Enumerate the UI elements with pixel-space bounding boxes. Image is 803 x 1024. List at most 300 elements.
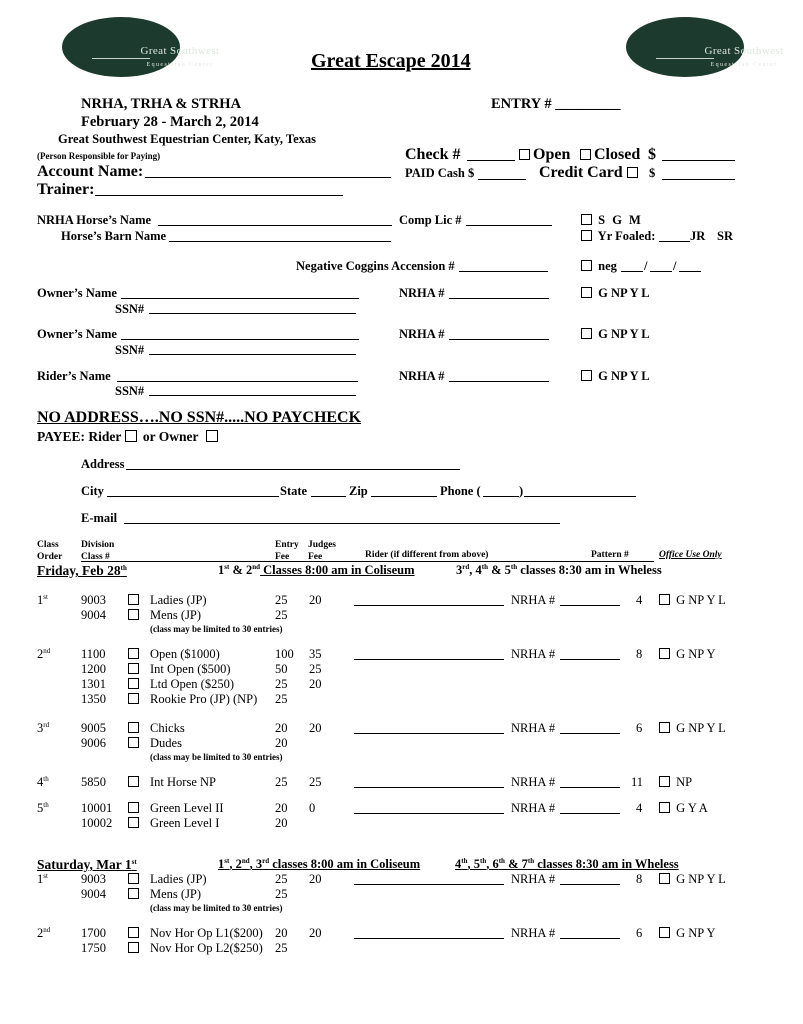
class-name: Int Horse NP (150, 775, 216, 789)
office-codes[interactable] (659, 722, 726, 735)
payee-label: PAYEE: Rider (37, 429, 122, 444)
class-order-number: 5 (37, 801, 44, 815)
nrha-field[interactable] (560, 813, 620, 814)
class-entry-option[interactable] (128, 817, 142, 830)
office-checkbox[interactable] (659, 927, 670, 938)
account-name-field[interactable] (145, 177, 391, 178)
judges-fee: 35 (309, 647, 322, 661)
class-entry-option[interactable] (128, 942, 142, 955)
owner-codes[interactable] (581, 287, 650, 300)
class-entry-option[interactable] (128, 802, 142, 815)
logo-subtext: Equestrian Center (146, 62, 214, 68)
office-code-text: G NP Y L (676, 721, 726, 735)
codes-label: G NP Y L (598, 369, 650, 383)
ss2-c-sup: th (498, 857, 505, 865)
entry-fee: 25 (275, 593, 288, 607)
class-checkbox[interactable] (128, 927, 139, 938)
office-codes[interactable] (659, 927, 715, 940)
col-entry-fee (275, 539, 299, 563)
paid-cash-label: PAID Cash $ (405, 166, 475, 180)
open-checkbox[interactable] (519, 149, 530, 160)
class-limit-note: (class may be limited to 30 entries) (150, 903, 283, 913)
class-number: 5850 (81, 775, 106, 789)
saturday-session-1 (218, 858, 420, 871)
email-field[interactable] (124, 523, 560, 524)
rider-checkbox[interactable] (581, 370, 592, 381)
judges-fee: 0 (309, 801, 316, 815)
col-rider: Rider (if different from above) (365, 550, 489, 560)
class-checkbox[interactable] (128, 594, 139, 605)
owner-codes[interactable] (581, 328, 650, 341)
nrha-field[interactable] (560, 938, 620, 939)
ss1-a-sup: st (224, 857, 230, 865)
ss1-rest: classes 8:00 am in Coliseum (269, 857, 421, 871)
rider-field[interactable] (354, 605, 504, 606)
class-checkbox[interactable] (128, 817, 139, 828)
col-entry-2: Fee (275, 552, 290, 562)
class-entry-option[interactable] (128, 693, 142, 706)
class-entry-option[interactable] (128, 678, 142, 691)
zip-field[interactable] (371, 496, 437, 497)
phone-number-field[interactable] (524, 496, 636, 497)
paycheck-warning: NO ADDRESS….NO SSN#.....NO PAYCHECK (37, 409, 362, 426)
entry-fee: 25 (275, 941, 288, 955)
payee-rider-checkbox[interactable] (125, 430, 137, 442)
entry-fee: 20 (275, 721, 288, 735)
fs1-b-sup: nd (252, 563, 261, 571)
class-order (37, 802, 49, 815)
horse-name-field[interactable] (158, 225, 392, 226)
rider-field[interactable] (354, 813, 504, 814)
nrha-label: NRHA # (399, 327, 445, 341)
fs2-a: 3 (456, 563, 463, 577)
nrha-field[interactable] (449, 339, 549, 340)
yr-foaled-label: Yr Foaled: (597, 229, 656, 243)
entry-fee: 100 (275, 647, 294, 661)
office-checkbox[interactable] (659, 873, 670, 884)
class-checkbox[interactable] (128, 609, 139, 620)
class-name: Ladies (JP) (150, 872, 207, 886)
judges-fee: 25 (309, 775, 322, 789)
neg-option[interactable] (581, 260, 617, 273)
office-codes[interactable] (659, 802, 708, 815)
class-checkbox[interactable] (128, 873, 139, 884)
zip-label: Zip (349, 484, 368, 498)
entry-fee: 25 (275, 887, 288, 901)
fs1-mid: & 2 (229, 563, 253, 577)
owner-name-field[interactable] (121, 298, 359, 299)
ss2-b-sup: th (479, 857, 487, 865)
logo-divider (92, 58, 150, 59)
logo-subtext: Equestrian Center (710, 62, 778, 68)
judges-fee: 20 (309, 593, 322, 607)
logo-divider (656, 58, 714, 59)
jr-label: JR (690, 229, 706, 243)
class-number: 10001 (81, 801, 113, 815)
logo-left (62, 17, 220, 77)
header-rule (81, 561, 654, 562)
fs2-b: , 4 (469, 563, 482, 577)
entry-number[interactable]: ENTRY # _________ (491, 96, 621, 112)
saturday-day (37, 858, 137, 872)
pattern-number: 4 (636, 801, 643, 815)
open-label: Open (533, 146, 571, 163)
class-number: 1100 (81, 647, 106, 661)
class-checkbox[interactable] (128, 722, 139, 733)
ssn-field[interactable] (149, 354, 356, 355)
office-code-text: G Y A (676, 801, 708, 815)
ss1-b-sup: nd (241, 857, 250, 865)
class-entry-option[interactable] (128, 776, 142, 789)
col-order: Order (37, 552, 63, 562)
ss2-a-sup: th (461, 857, 468, 865)
judges-fee: 20 (309, 721, 322, 735)
ss1-c-sup: rd (262, 857, 270, 865)
logo-text: Great Southwest (704, 45, 784, 57)
judges-fee: 20 (309, 872, 322, 886)
neg-month-field[interactable] (621, 271, 643, 272)
credit-card-checkbox[interactable] (627, 167, 638, 178)
nrha-label: NRHA # (511, 926, 556, 940)
office-code-text: G NP Y (676, 647, 716, 661)
judges-fee: 20 (309, 926, 322, 940)
friday-day-sup: th (120, 564, 127, 572)
saturday-day-text: Saturday, Mar 1 (37, 857, 132, 872)
coggins-label: Negative Coggins Accension # (296, 259, 455, 273)
ss2-a: 4 (455, 857, 462, 871)
form-title: Great Escape 2014 (311, 50, 471, 72)
friday-session-1 (218, 564, 415, 577)
venue: Great Southwest Equestrian Center, Katy, Texas (58, 132, 317, 146)
pattern-number: 11 (631, 775, 644, 789)
col-class-order (37, 539, 62, 563)
class-name: Green Level I (150, 816, 220, 830)
coggins-field[interactable] (459, 271, 548, 272)
col-entry-1: Entry (275, 540, 299, 550)
fs2-c: & 5 (487, 563, 511, 577)
entry-fee: 25 (275, 872, 288, 886)
nrha-label: NRHA # (511, 593, 556, 607)
class-checkbox[interactable] (128, 802, 139, 813)
class-name: Nov Hor Op L2($250) (150, 941, 263, 955)
class-name: Dudes (150, 736, 182, 750)
neg-separator: / (644, 259, 648, 273)
ss2-b: , 5 (467, 857, 480, 871)
office-code-text: NP (676, 775, 693, 789)
event-dates: February 28 - March 2, 2014 (81, 114, 259, 130)
class-order-sup: th (43, 775, 49, 783)
entry-fee: 20 (275, 926, 288, 940)
barn-name-label: Horse’s Barn Name (61, 229, 167, 243)
ssn-field[interactable] (149, 313, 356, 314)
friday-session-2 (456, 564, 662, 577)
credit-card-label: Credit Card (539, 164, 623, 181)
nrha-label: NRHA # (511, 872, 556, 886)
dollar-sign: $ (648, 146, 656, 163)
fs2-a-sup: rd (462, 563, 470, 571)
class-order-sup: th (43, 801, 49, 809)
sr-label: SR (717, 229, 733, 243)
class-limit-note: (class may be limited to 30 entries) (150, 624, 283, 634)
ss1-c: , 3 (249, 857, 263, 871)
office-checkbox[interactable] (659, 594, 670, 605)
class-checkbox[interactable] (128, 693, 139, 704)
rider-field[interactable] (354, 884, 504, 885)
ss2-d: & 7 (504, 857, 528, 871)
codes-label: G NP Y L (598, 286, 650, 300)
ssn-label: SSN# (115, 384, 145, 398)
address-label: Address (81, 457, 125, 471)
office-checkbox[interactable] (659, 648, 670, 659)
nrha-field[interactable] (560, 884, 620, 885)
yr-foaled-checkbox[interactable] (581, 230, 592, 241)
barn-name-field[interactable] (169, 241, 391, 242)
class-number: 1350 (81, 692, 106, 706)
class-name: Rookie Pro (JP) (NP) (150, 692, 258, 706)
trainer-field[interactable] (95, 195, 343, 196)
class-name: Nov Hor Op L1($200) (150, 926, 263, 940)
payee-row (37, 430, 221, 444)
friday-day-text: Friday, Feb 28 (37, 563, 121, 578)
class-name: Mens (JP) (150, 608, 202, 622)
fs1-a-sup: st (224, 563, 230, 571)
office-checkbox[interactable] (659, 722, 670, 733)
col-division-1: Division (81, 540, 115, 550)
codes-label: G NP Y L (598, 327, 650, 341)
fs2-c-sup: th (510, 563, 518, 571)
ssn-label: SSN# (115, 343, 145, 357)
col-pattern: Pattern # (591, 550, 629, 560)
office-codes[interactable] (659, 594, 726, 607)
office-checkbox[interactable] (659, 802, 670, 813)
fs1-rest: Classes 8:00 am in Coliseum (260, 563, 415, 577)
class-name: Green Level II (150, 801, 224, 815)
phone-area-field[interactable] (483, 496, 519, 497)
judges-fee: 20 (309, 677, 322, 691)
nrha-label: NRHA # (399, 286, 445, 300)
entry-fee: 25 (275, 775, 288, 789)
class-order-sup: nd (43, 647, 51, 655)
class-order-sup: st (43, 593, 48, 601)
nrha-field[interactable] (449, 381, 549, 382)
class-number: 9003 (81, 593, 106, 607)
col-division (81, 539, 114, 563)
neg-separator: / (673, 259, 677, 273)
class-number: 10002 (81, 816, 113, 830)
class-entry-option[interactable] (128, 737, 142, 750)
friday-day (37, 564, 127, 578)
entry-fee: 50 (275, 662, 288, 676)
rider-field[interactable] (354, 733, 504, 734)
class-order (37, 776, 49, 789)
closed-checkbox[interactable] (580, 149, 591, 160)
class-order-number: 1 (37, 593, 44, 607)
class-number: 9004 (81, 887, 106, 901)
class-name: Int Open ($500) (150, 662, 231, 676)
class-name: Open ($1000) (150, 647, 220, 661)
entry-fee: 20 (275, 736, 288, 750)
horse-name-label: NRHA Horse’s Name (37, 213, 152, 227)
class-entry-option[interactable] (128, 722, 142, 735)
sgm-checkbox[interactable] (581, 214, 592, 225)
fs1-a: 1 (218, 563, 225, 577)
class-number: 1750 (81, 941, 106, 955)
ssn-field[interactable] (149, 395, 356, 396)
pattern-number: 6 (636, 926, 643, 940)
phone-close: ) (519, 484, 524, 498)
ssn-label: SSN# (115, 302, 145, 316)
col-judges-fee (308, 539, 336, 563)
class-number: 9003 (81, 872, 106, 886)
class-order (37, 722, 49, 735)
sgm-option[interactable] (581, 214, 643, 227)
rider-name-field[interactable] (117, 381, 358, 382)
ss2-c: , 6 (486, 857, 499, 871)
state-field[interactable] (311, 496, 346, 497)
nrha-field[interactable] (560, 605, 620, 606)
ss2-rest: classes 8:30 am in Wheless (534, 857, 679, 871)
class-name: Ladies (JP) (150, 593, 207, 607)
entry-fee: 20 (275, 801, 288, 815)
class-number: 9004 (81, 608, 106, 622)
judges-fee: 25 (309, 662, 322, 676)
class-entry-option[interactable] (128, 927, 142, 940)
class-checkbox[interactable] (128, 776, 139, 787)
amount-field[interactable] (662, 160, 735, 161)
class-checkbox[interactable] (128, 663, 139, 674)
nrha-field[interactable] (560, 733, 620, 734)
class-entry-option[interactable] (128, 648, 142, 661)
col-judges-1: Judges (308, 540, 336, 550)
neg-day-field[interactable] (650, 271, 672, 272)
nrha-field[interactable] (449, 298, 549, 299)
class-order-sup: st (43, 872, 48, 880)
city-label: City (81, 484, 104, 498)
class-limit-note: (class may be limited to 30 entries) (150, 752, 283, 762)
owner-checkbox[interactable] (581, 328, 592, 339)
owner-name-field[interactable] (121, 339, 359, 340)
office-codes[interactable] (659, 776, 692, 789)
class-checkbox[interactable] (128, 737, 139, 748)
association: NRHA, TRHA & STRHA (81, 96, 242, 112)
class-order-number: 3 (37, 721, 44, 735)
office-codes[interactable] (659, 873, 726, 886)
email-label: E-mail (81, 511, 118, 525)
neg-year-field[interactable] (679, 271, 701, 272)
office-code-text: G NP Y (676, 926, 716, 940)
neg-checkbox[interactable] (581, 260, 592, 271)
col-office: Office Use Only (659, 550, 722, 560)
class-entry-option[interactable] (128, 609, 142, 622)
credit-card-option[interactable] (627, 165, 641, 181)
address-field[interactable] (126, 469, 460, 470)
class-order-number: 1 (37, 872, 44, 886)
trainer-label: Trainer: (37, 181, 95, 198)
class-name: Mens (JP) (150, 887, 202, 901)
yr-foaled-option[interactable] (581, 230, 655, 243)
logo-text: Great Southwest (140, 45, 220, 57)
pattern-number: 8 (636, 647, 643, 661)
rider-field[interactable] (354, 787, 504, 788)
person-note: (Person Responsible for Paying) (37, 151, 161, 161)
class-entry-option[interactable] (128, 594, 142, 607)
class-checkbox[interactable] (128, 888, 139, 899)
comp-lic-field[interactable] (466, 225, 552, 226)
class-number: 1200 (81, 662, 106, 676)
credit-dollar: $ (649, 166, 656, 180)
closed-label: Closed (594, 146, 641, 163)
logo-right (626, 17, 784, 77)
col-class: Class (37, 540, 59, 550)
class-number: 9006 (81, 736, 106, 750)
col-judges-2: Fee (308, 552, 323, 562)
owner-name-label: Owner’s Name (37, 327, 117, 341)
city-field[interactable] (107, 496, 279, 497)
entry-fee: 20 (275, 816, 288, 830)
saturday-day-sup: st (131, 858, 137, 866)
class-order-number: 4 (37, 775, 44, 789)
class-name: Chicks (150, 721, 185, 735)
open-option[interactable] (519, 147, 570, 163)
rider-codes[interactable] (581, 370, 650, 383)
ss1-b: , 2 (229, 857, 242, 871)
nrha-label: NRHA # (511, 801, 556, 815)
owner-name-label: Owner’s Name (37, 286, 117, 300)
class-order-number: 2 (37, 926, 44, 940)
check-number-field[interactable] (467, 160, 515, 161)
class-number: 1301 (81, 677, 106, 691)
class-checkbox[interactable] (128, 648, 139, 659)
class-order-sup: nd (43, 926, 51, 934)
entry-fee: 25 (275, 608, 288, 622)
class-order-sup: rd (43, 721, 50, 729)
pattern-number: 4 (636, 593, 643, 607)
class-order (37, 873, 48, 886)
nrha-field[interactable] (560, 659, 620, 660)
or-owner-label: or Owner (142, 429, 199, 444)
class-checkbox[interactable] (128, 942, 139, 953)
class-order (37, 648, 50, 661)
class-order-number: 2 (37, 647, 44, 661)
office-codes[interactable] (659, 648, 715, 661)
class-number: 9005 (81, 721, 106, 735)
class-checkbox[interactable] (128, 678, 139, 689)
comp-lic-label: Comp Lic # (399, 213, 462, 227)
owner-checkbox[interactable] (581, 287, 592, 298)
phone-label: Phone ( (440, 484, 481, 498)
yr-foaled-field[interactable] (659, 241, 690, 242)
nrha-label: NRHA # (511, 721, 556, 735)
rider-field[interactable] (354, 938, 504, 939)
credit-amount-field[interactable] (662, 179, 735, 180)
nrha-field[interactable] (560, 787, 620, 788)
class-entry-option[interactable] (128, 873, 142, 886)
neg-label: neg (598, 259, 617, 273)
paid-cash-field[interactable] (478, 179, 526, 180)
state-label: State (280, 484, 308, 498)
office-checkbox[interactable] (659, 776, 670, 787)
saturday-session-2 (455, 858, 679, 871)
class-order (37, 927, 50, 940)
rider-field[interactable] (354, 659, 504, 660)
ss2-d-sup: th (527, 857, 535, 865)
closed-option[interactable] (580, 147, 640, 163)
payee-owner-checkbox[interactable] (206, 430, 218, 442)
account-name-label: Account Name: (37, 163, 144, 180)
class-entry-option[interactable] (128, 888, 142, 901)
nrha-label: NRHA # (511, 647, 556, 661)
class-entry-option[interactable] (128, 663, 142, 676)
